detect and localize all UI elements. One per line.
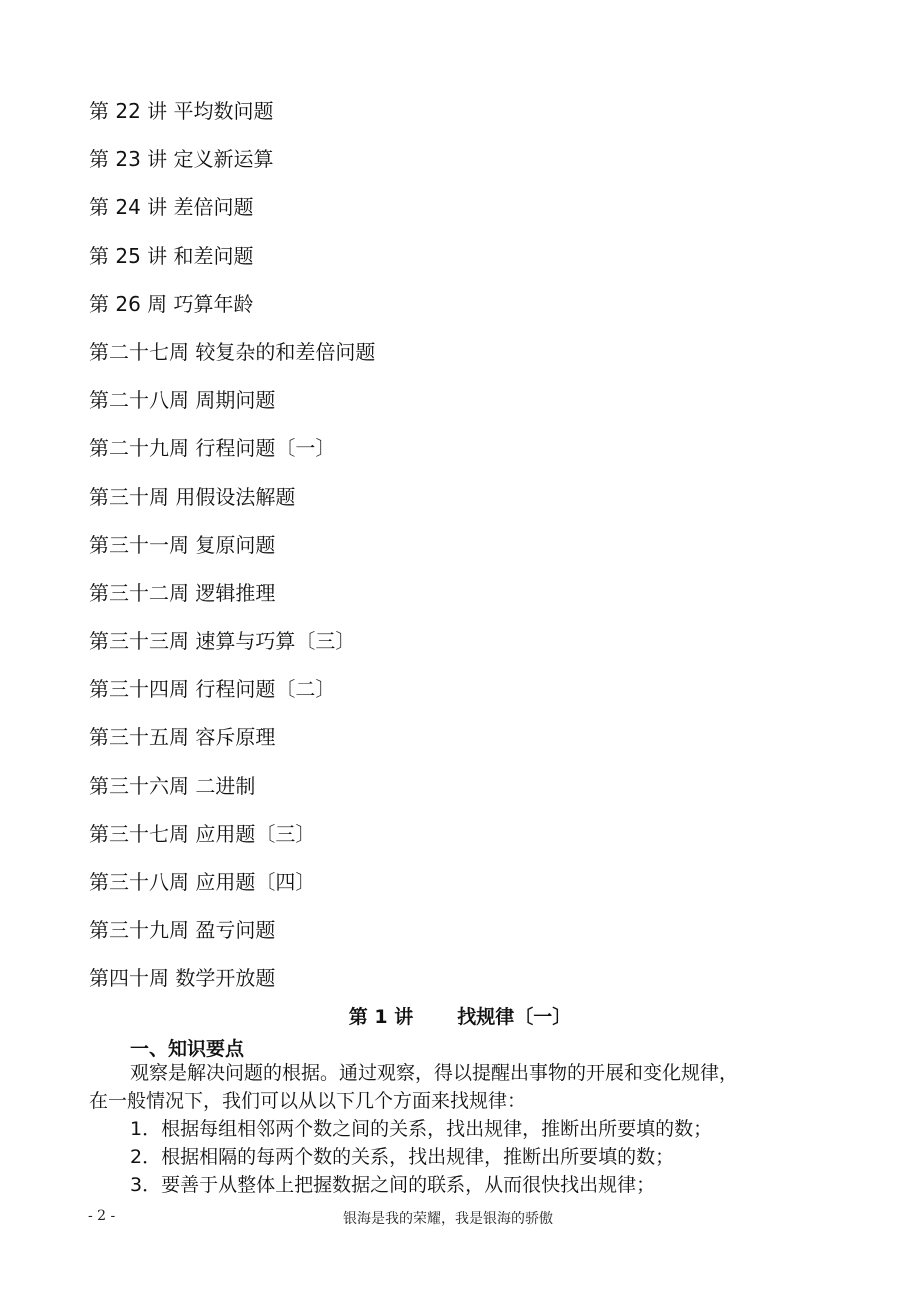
section-number: 第 1 讲 (348, 1006, 414, 1028)
page-number: - 2 - (88, 1208, 116, 1224)
toc-item: 第三十一周 复原问题 (89, 532, 276, 557)
intro-line-1: 观察是解决问题的根据。通过观察，得以提醒出事物的开展和变化规律， (130, 1062, 739, 1084)
toc-item: 第 26 周 巧算年龄 (89, 291, 254, 316)
toc-item: 第三十四周 行程问题〔二〕 (89, 677, 336, 702)
toc-item: 第二十八周 周期问题 (89, 388, 276, 413)
toc-item: 第三十周 用假设法解题 (89, 484, 296, 509)
toc-item: 第二十九周 行程问题〔一〕 (89, 436, 336, 461)
knowledge-points-heading: 一、知识要点 (130, 1038, 245, 1060)
footer-motto: 银海是我的荣耀，我是银海的骄傲 (343, 1211, 553, 1227)
toc-item: 第四十周 数学开放题 (89, 966, 276, 991)
rule-point-3: 3．要善于从整体上把握数据之间的联系，从而很快找出规律； (130, 1174, 656, 1196)
toc-item: 第二十七周 较复杂的和差倍问题 (89, 339, 376, 364)
toc-item: 第三十八周 应用题〔四〕 (89, 870, 316, 894)
intro-line-2: 在一般情况下，我们可以从以下几个方面来找规律： (89, 1090, 527, 1112)
toc-item: 第三十二周 逻辑推理 (89, 580, 276, 605)
toc-item: 第 22 讲 平均数问题 (89, 99, 274, 123)
table-of-contents (89, 95, 375, 1011)
toc-item: 第 25 讲 和差问题 (89, 243, 254, 268)
toc-item: 第三十六周 二进制 (89, 773, 256, 798)
toc-item: 第三十三周 速算与巧算〔三〕 (89, 629, 356, 654)
toc-item: 第三十七周 应用题〔三〕 (89, 821, 316, 846)
rule-point-2: 2．根据相隔的每两个数的关系，找出规律，推断出所要填的数； (130, 1146, 675, 1168)
toc-item: 第三十五周 容斥原理 (89, 725, 276, 750)
section-name: 找规律〔一〕 (457, 1006, 572, 1028)
toc-item: 第 23 讲 定义新运算 (89, 147, 274, 172)
toc-item: 第三十九周 盈亏问题 (89, 918, 276, 943)
rule-point-1: 1．根据每组相邻两个数之间的关系，找出规律，推断出所要填的数； (130, 1118, 713, 1140)
toc-item: 第 24 讲 差倍问题 (89, 195, 254, 220)
section-title (0, 1002, 920, 1029)
